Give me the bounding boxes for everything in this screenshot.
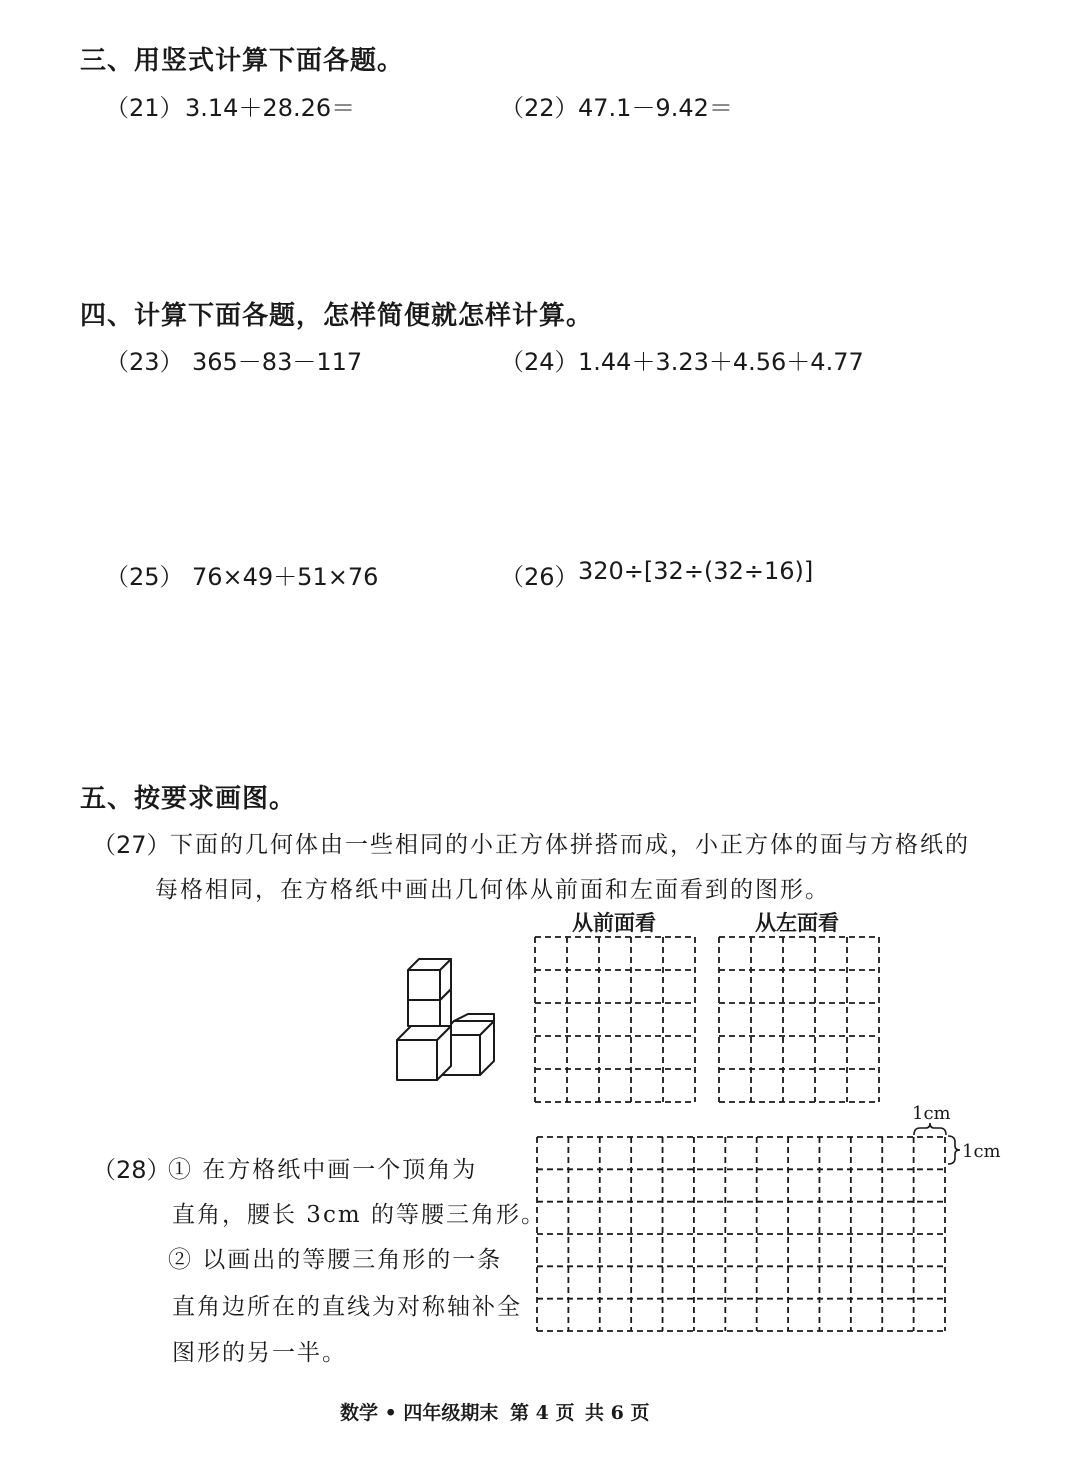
- problem-28-number: （28）: [92, 1156, 171, 1184]
- problem-27-number: （27）: [92, 831, 171, 859]
- footer-total: 共 6 页: [585, 1402, 650, 1424]
- section4-title: 四、计算下面各题，怎样简便就怎样计算。: [80, 301, 594, 331]
- problem-26-number: （26）: [500, 563, 579, 591]
- section3-title: 三、用竖式计算下面各题。: [80, 46, 405, 76]
- unit-label-side: 1cm: [962, 1141, 1001, 1162]
- problem-21-expression: 3.14＋28.26＝: [185, 94, 356, 122]
- problem-28-line4: 直角边所在的直线为对称轴补全: [172, 1294, 522, 1320]
- footer-course: 数学 • 四年级期末: [340, 1402, 499, 1424]
- problem-27-text-line1: 下面的几何体由一些相同的小正方体拼搭而成，小正方体的面与方格纸的: [170, 832, 970, 858]
- left-view-label: 从左面看: [755, 910, 839, 935]
- unit-label-top: 1cm: [912, 1103, 951, 1124]
- problem-28-line3: ② 以画出的等腰三角形的一条: [168, 1247, 503, 1273]
- problem-22-expression: 47.1－9.42＝: [578, 94, 733, 122]
- front-view-grid[interactable]: [534, 935, 696, 1102]
- problem-24-expression: 1.44＋3.23＋4.56＋4.77: [578, 348, 864, 376]
- front-view-label: 从前面看: [572, 910, 656, 935]
- problem-25-number: （25）: [105, 563, 184, 591]
- drawing-grid-paper[interactable]: [536, 1135, 946, 1332]
- problem-24-number: （24）: [500, 348, 579, 376]
- cube-solid-figure: [390, 955, 505, 1085]
- footer-page: 第 4 页: [510, 1402, 575, 1424]
- problem-23-expression: 365－83－117: [192, 348, 363, 376]
- problem-23-number: （23）: [105, 348, 184, 376]
- problem-28-line5: 图形的另一半。: [172, 1340, 347, 1366]
- problem-26-expression: 320÷[32÷(32÷16)]: [578, 557, 814, 585]
- left-view-grid[interactable]: [718, 935, 880, 1102]
- problem-22-number: （22）: [500, 94, 579, 122]
- section5-title: 五、按要求画图。: [80, 784, 297, 814]
- problem-21-number: （21）: [105, 94, 184, 122]
- problem-25-expression: 76×49＋51×76: [192, 563, 379, 591]
- problem-27-text-line2: 每格相同，在方格纸中画出几何体从前面和左面看到的图形。: [155, 877, 830, 903]
- problem-28-line2: 直角，腰长 3cm 的等腰三角形。: [172, 1202, 546, 1228]
- problem-28-line1: ① 在方格纸中画一个顶角为: [168, 1157, 478, 1183]
